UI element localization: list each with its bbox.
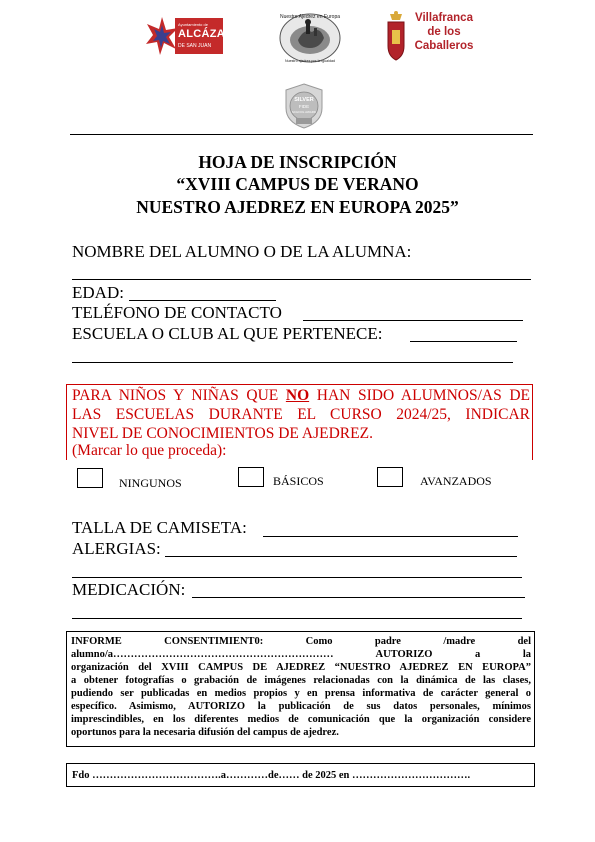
form-title: HOJA DE INSCRIPCIÓN [198,152,397,172]
villafranca-line1: Villafranca [415,12,473,24]
alcazar-logo [145,16,234,56]
notice-instruction: (Marcar lo que proceda): [72,442,227,459]
school-label: ESCUELA O CLUB AL QUE PERTENECE: [72,324,383,343]
consent-line6: específico. Asimismo, AUTORIZO la publicación de sus datos personales, mínimos [71,701,531,712]
villafranca-line2: de los [427,26,461,38]
tshirt-size-line[interactable] [263,536,518,537]
coat-of-arms-icon [385,10,407,62]
header-rule [70,134,533,135]
label-basicos: BÁSICOS [273,474,324,488]
phone-label: TELÉFONO DE CONTACTO [72,303,282,322]
alcazar-line2: ALCÁZAR [178,28,234,40]
medication-line-2[interactable] [72,618,522,619]
consent-line4: a obtener fotografías o grabación de imágenes relacionadas con la dinámica de las clases, [71,675,531,686]
villafranca-text [413,11,475,53]
allergies-line[interactable] [165,556,517,557]
campus-subtitle: NUESTRO AJEDREZ EN EUROPA 2025” [136,197,459,217]
consent-line5: pudiendo ser publicadas en medios propios y en prensa informativa de carácter general o [71,688,531,699]
notice-line1 [72,386,530,405]
star-emblem-icon [145,16,179,56]
notice-line2: LAS ESCUELAS DURANTE EL CURSO 2024/25, INDICAR [72,406,530,423]
checkbox-basicos[interactable] [238,467,264,487]
tshirt-size-label: TALLA DE CAMISETA: [72,518,247,537]
checkbox-avanzados[interactable] [377,467,403,487]
campus-title: “XVIII CAMPUS DE VERANO [176,174,419,194]
consent-line7: imprescindibles, en los diferentes medios de comunicación que la organización considere [71,714,531,725]
notice-line1-b: HAN SIDO ALUMNOS/AS DE [316,387,530,404]
school-line[interactable] [410,341,517,342]
alcazar-line1: Ayuntamiento de [178,22,208,27]
fide-line3: SCHOOL AWARD [291,110,317,114]
notice-line1-a: PARA NIÑOS Y NIÑAS QUE [72,387,279,404]
fide-silver-award-logo [282,82,326,130]
checkbox-ningunos[interactable] [77,468,103,488]
label-ningunos: NINGUNOS [119,476,182,490]
consent-line8: oportunos para la necesaria difusión del campus de ajedrez. [71,727,339,738]
consent-line1: INFORME CONSENTIMIENT0: Como padre /madre del [71,636,531,647]
age-label: EDAD: [72,283,124,302]
villafranca-line3: Caballeros [414,40,474,52]
signature-line: Fdo ……………………………….a…………de…… de 2025 en ……………………………. [72,770,471,781]
allergies-label: ALERGIAS: [72,539,161,558]
label-avanzados: AVANZADOS [420,474,492,488]
fide-line1: SILVER [294,97,314,103]
student-name-label: NOMBRE DEL ALUMNO O DE LA ALUMNA: [72,242,412,261]
europa-bottom-text: Nuestro ajedrez por la igualdad [285,59,335,63]
medication-line[interactable] [192,597,525,598]
student-name-line[interactable] [72,279,531,280]
allergies-line-2[interactable] [72,577,522,578]
alcazar-line3: DE SAN JUAN [178,43,212,49]
consent-text [71,635,531,739]
school-line-2[interactable] [72,362,513,363]
notice-no-emphasis: NO [285,387,310,404]
consent-line3: organización del XVIII CAMPUS DE AJEDREZ “NUESTRO AJEDREZ EN EUROPA” [71,662,531,673]
europa-chess-logo [276,10,344,66]
europa-top-text: Nuestro Ajedrez en Europa [279,14,341,20]
phone-line[interactable] [303,320,523,321]
alcazar-plate [175,18,234,54]
medication-label: MEDICACIÓN: [72,580,186,599]
age-line[interactable] [129,300,276,301]
fide-line2: FIDE [298,104,310,109]
notice-text [72,386,530,443]
notice-line3: NIVEL DE CONOCIMIENTOS DE AJEDREZ. [72,425,373,442]
villafranca-logo [385,10,475,62]
consent-line2: alumno/a……………………………………………………… AUTORIZO a la [71,649,531,660]
